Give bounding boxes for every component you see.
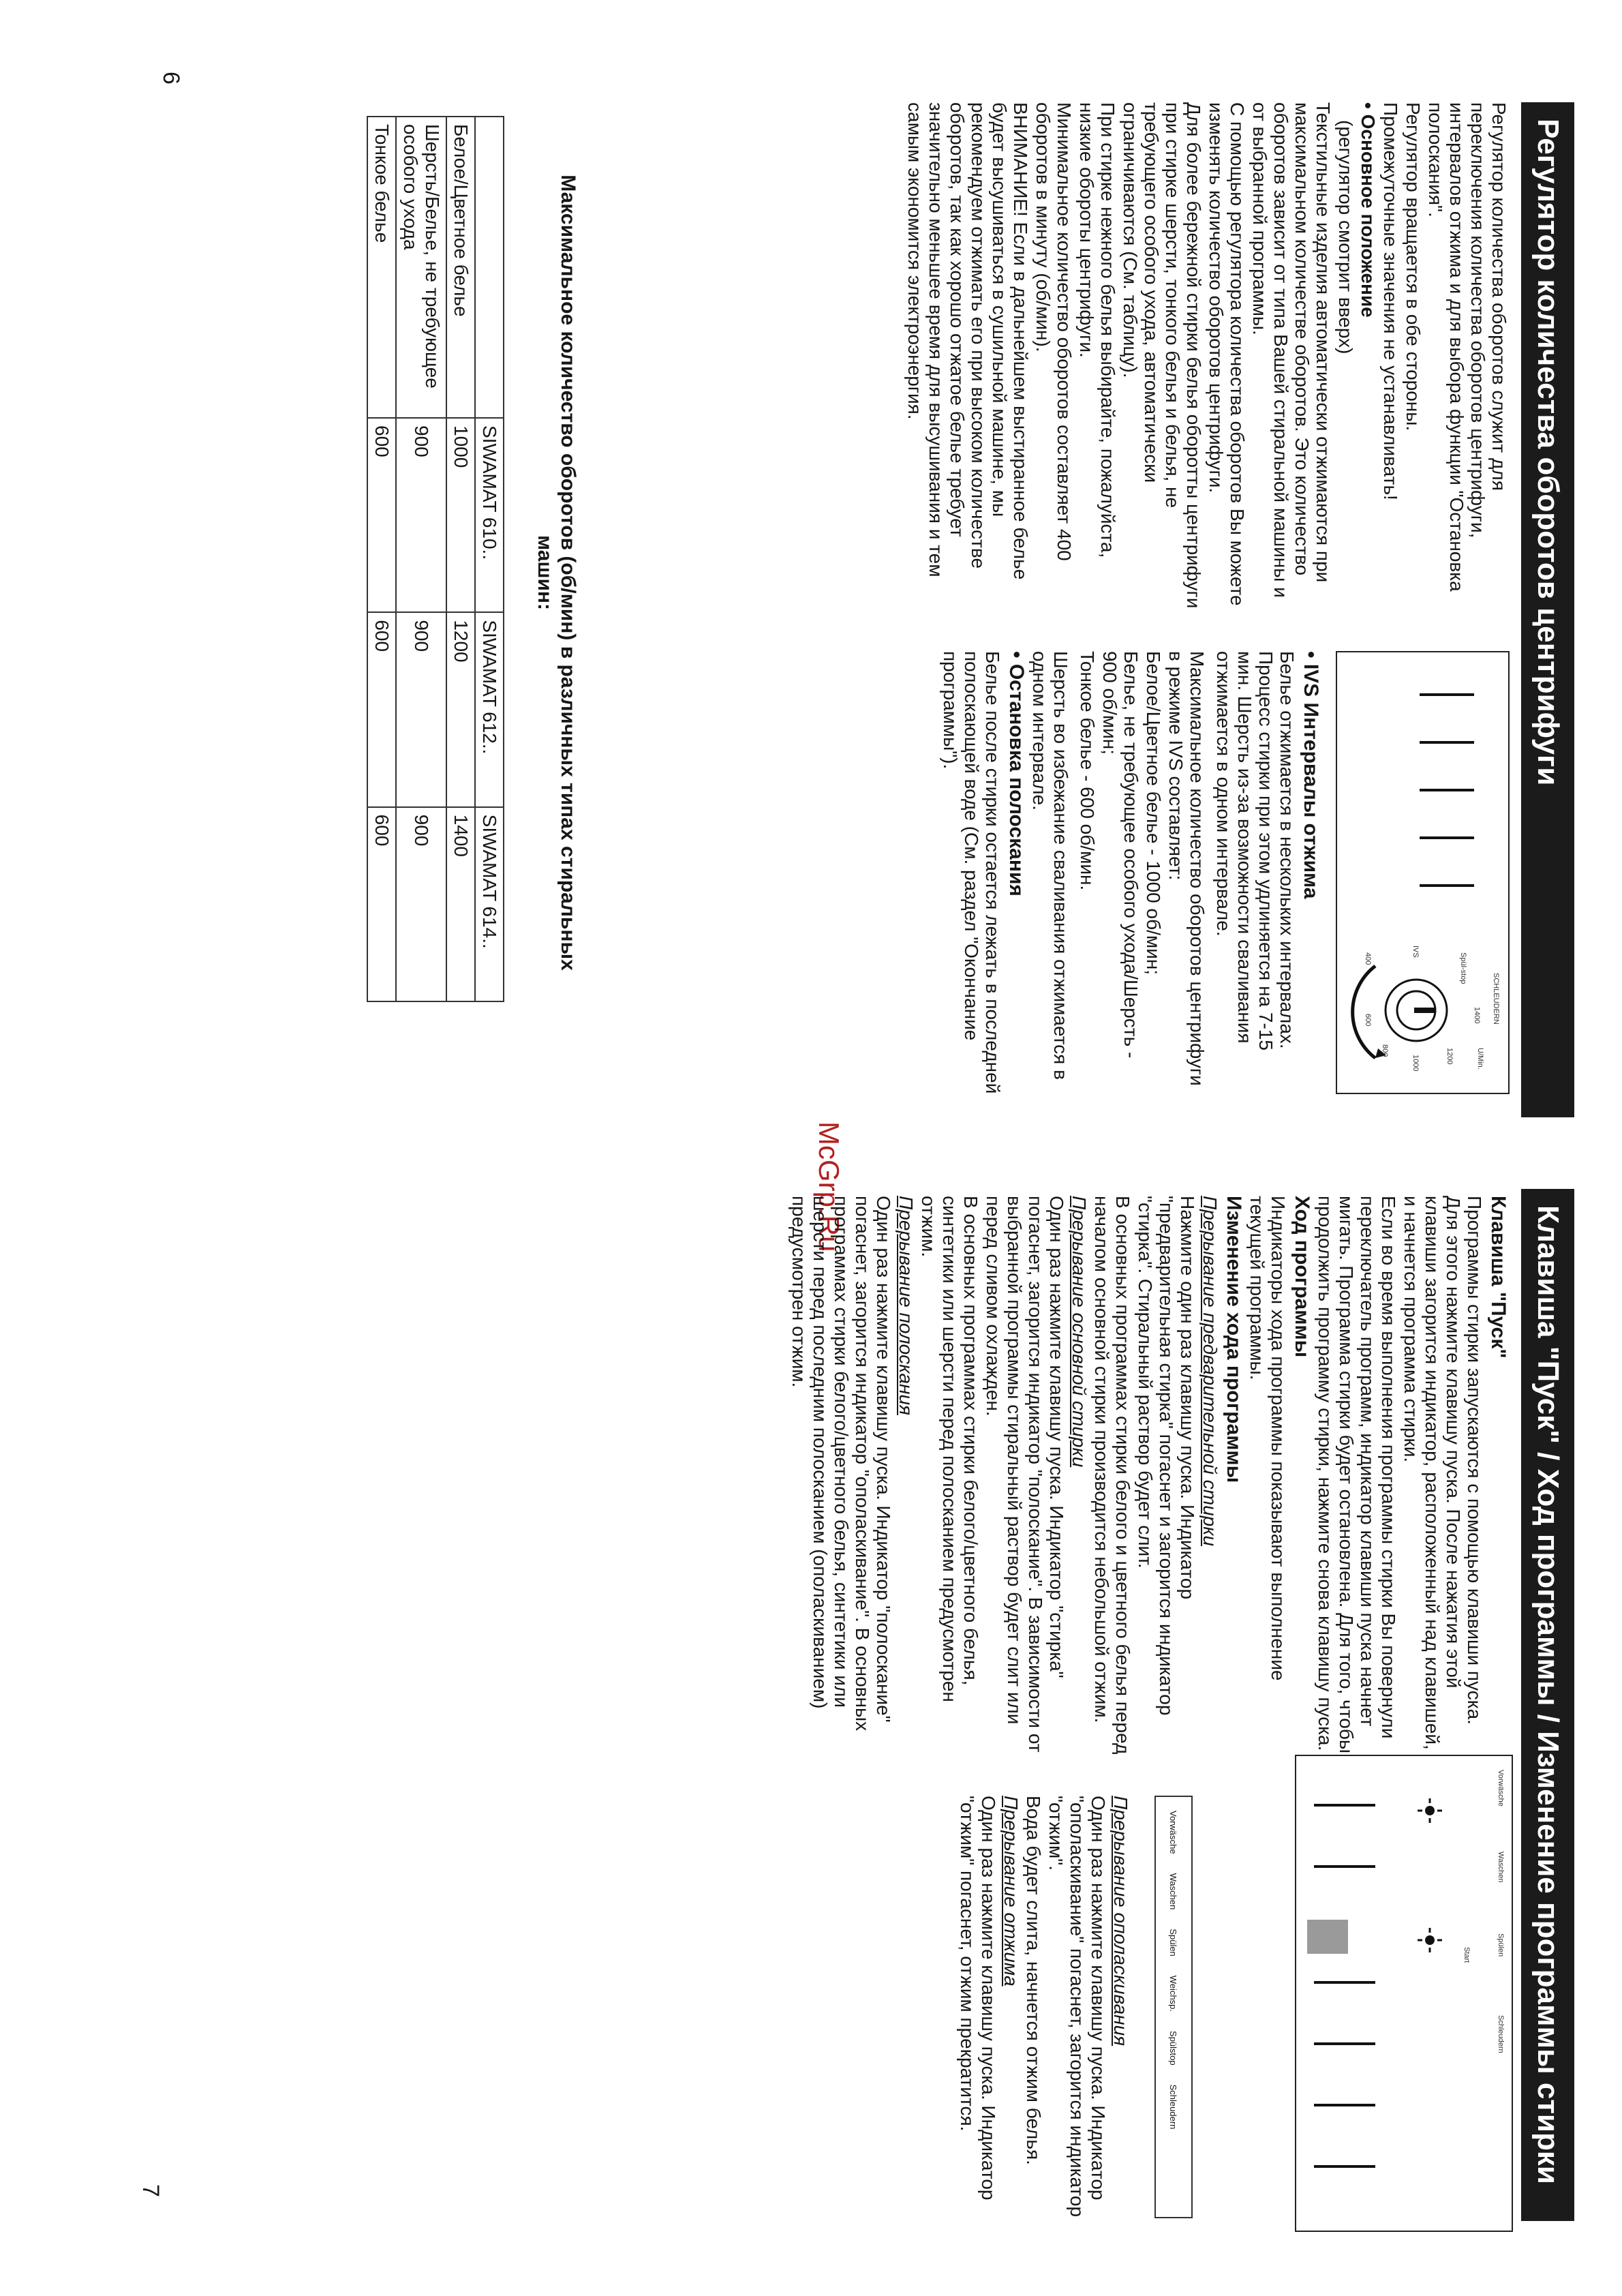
panel-label: 1400 — [1473, 1007, 1481, 1024]
paragraph: Если во время выполнения программы стирки Вы повернули переключатель программ, индикатор клавиши пуска начнет мигать. Программа стирки будет остановлена. Для того, чтобы продолжить программу стирки, нажмите снова клавишу пуска. — [1315, 1196, 1399, 1753]
left-column-text — [903, 102, 1510, 620]
panel-separator — [1420, 884, 1474, 887]
panel-label: U/Min. — [1476, 1048, 1484, 1070]
panel-label: Vorwäsche — [1497, 1770, 1505, 1807]
paragraph: Нажмите один раз клавишу пуска. Индикатор "предварительная стирка" погаснет и загорится индикатор "стирка". Стиральный раствор будет слит. — [1135, 1196, 1198, 1716]
paragraph: (регулятор смотрит вверх) — [1335, 120, 1356, 354]
right-page-header: Клавиша "Пуск" / Ход программы / Изменение программы стирки — [1521, 1189, 1574, 2221]
spin-selector-figure — [1336, 651, 1510, 1094]
bullet: • Основное положение — [1358, 102, 1379, 318]
section-heading: Ход программы — [1291, 1196, 1313, 1358]
panel-label: Waschen — [1497, 1852, 1505, 1883]
paragraph: Один раз нажмите клавишу пуска. Индикатор "стирка" погаснет, загорится индикатор "полоскание". В зависимости от выбранной программы стиральный раствор будет слит или перед сливом охлажден. — [983, 1196, 1067, 1753]
panel-label: 400 — [1364, 952, 1372, 965]
section-heading: Изменение хода программы — [1223, 1196, 1245, 1483]
left-page-header: Регулятор количества оборотов центрифуги — [1521, 102, 1574, 1117]
paragraph: Регулятор вращается в обе стороны. — [1403, 102, 1424, 432]
start-button-highlight — [1307, 1920, 1348, 1954]
paragraph: С помощью регулятора количества оборотов Вы можете изменять количество оборотов центрифуги. — [1206, 102, 1248, 606]
table-cell: 600 — [367, 612, 396, 806]
table-header-cell: SIWAMAT 610.. — [475, 418, 504, 612]
table-row — [446, 117, 475, 1001]
paragraph: Белье отжимается в нескольких интервалах. Процесс стирки при этом удлиняется на 7-15 мин. Шерсть из-за возможности сваливания отжимается в одном интервале. — [1213, 651, 1298, 1051]
indicator-label: Weichsp. — [1168, 1975, 1179, 2012]
indicator-label: Spülstop — [1168, 2031, 1179, 2066]
panel-separator — [1420, 693, 1474, 696]
list-item: Белье, не требующее особого ухода/Шерсть - 900 об/мин; — [1099, 651, 1142, 1059]
table-cell: Белое/Цветное белье — [446, 117, 475, 418]
table-cell: 900 — [396, 612, 446, 806]
panel-separator — [1314, 2165, 1375, 2168]
panel-label: Schleudern — [1497, 2015, 1505, 2053]
panel-label: Spülen — [1497, 1933, 1505, 1957]
table-cell: 1400 — [446, 807, 475, 1001]
paragraph: Белье после стирки остается лежать в последней полоскающей воде (См. раздел "Окончание программы"). — [940, 651, 1003, 1094]
right-page — [0, 1148, 1622, 2296]
watermark: McGrp.Ru — [813, 1121, 845, 1252]
panel-separator — [1314, 2042, 1375, 2045]
panel-label: IVS — [1411, 946, 1420, 958]
table-cell: 900 — [396, 418, 446, 612]
panel-label: 1200 — [1445, 1048, 1454, 1065]
subheading: Прерывание полоскания — [896, 1196, 917, 1415]
panel-separator — [1314, 2104, 1375, 2106]
indicator-label: Vorwäsche — [1168, 1811, 1179, 1854]
paragraph: Один раз нажмите клавишу пуска. Индикатор "полоскание" погаснет, загорится индикатор "ополаскивание". В основных программах стирки белого/цветного белья, синтетики или шерсти перед последним полосканием (ополаскиванием) предусмотрен отжим. — [789, 1196, 894, 1732]
paragraph: Текстильные изделия автоматически отжимаются при максимальном количестве оборотов. Это количество оборотов зависит от типа Вашей стиральной машины и от выбранной программы. — [1249, 102, 1334, 598]
page-number: 7 — [138, 2184, 164, 2197]
list-item: Белое/Цветное белье - 1000 об/мин; — [1143, 651, 1164, 976]
section-heading: Клавиша "Пуск" — [1487, 1196, 1510, 1359]
paragraph: Минимальное количество оборотов составляет 400 оборотов в минуту (об/мин). — [1032, 102, 1075, 561]
table-cell: 900 — [396, 807, 446, 1001]
paragraph: Регулятор количества оборотов служит для переключения количества оборотов центрифуги, интервалов отжима и для выбора функции "Остановка полоскания". — [1425, 102, 1510, 592]
table-cell: 600 — [367, 418, 396, 612]
warning-paragraph: ВНИМАНИЕ! Если в дальнейшем выстиранное белье будет высушиваться в сушильной машине, мы рекомендуем отжимать его при высоком количестве оборотов, так как хорошо отжатое белье требует значительно меньшее время для высушивания и тем самым экономится электроэнергия. — [904, 102, 1031, 580]
paragraph: Промежуточные значения не устанавливать! — [1380, 102, 1401, 500]
indicator-light-icon — [1416, 1797, 1443, 1824]
panel-separator — [1420, 741, 1474, 744]
paragraph: Один раз нажмите клавишу пуска. Индикатор "отжим" погаснет, отжим прекратится. — [957, 1796, 999, 2201]
section-heading: • Остановка полоскания — [1005, 651, 1028, 896]
paragraph: В основных программах стирки белого и цветного белья перед началом основной стирки производится небольшой отжим. — [1091, 1196, 1133, 1755]
page-number: 6 — [158, 72, 184, 85]
table-cell: 1200 — [446, 612, 475, 806]
paragraph: Максимальное количество оборотов центрифуги в режиме IVS составляет: — [1165, 651, 1208, 1086]
table-header-row — [475, 117, 504, 1001]
panel-separator — [1420, 789, 1474, 791]
spin-speed-table — [367, 116, 504, 1002]
indicator-label: Waschen — [1168, 1873, 1179, 1910]
table-cell: 1000 — [446, 418, 475, 612]
panel-label: Spül-stop — [1459, 952, 1467, 984]
table-caption: Максимальное количество оборотов (об/мин) в различных типах стиральных машин: — [534, 175, 579, 971]
paragraph: В основных программах стирки белого/цветного белья, синтетики или шерсти перед полосканием предусмотрен отжим. — [918, 1196, 981, 1702]
paragraph: При стирке нежного белья выбирайте, пожалуйста, низкие обороты центрифуги. — [1076, 102, 1118, 558]
paragraph: Для более бережной стирки белья оборотты центрифуги при стирке шерсти, тонкого белья и белья, не требующего особого ухода, автоматически ограничиваются (См. таблицу). — [1120, 102, 1204, 609]
table-row — [367, 117, 396, 1001]
panel-label: 800 — [1381, 1044, 1389, 1057]
table-row — [396, 117, 446, 1001]
table-cell: Тонкое белье — [367, 117, 396, 418]
subheading: Прерывание ополаскивания — [1110, 1796, 1131, 2046]
panel-label: 1000 — [1411, 1055, 1420, 1072]
table-header-cell: SIWAMAT 612.. — [475, 612, 504, 806]
right-column-text — [938, 651, 1322, 1094]
panel-label: SCHLEUDERN — [1492, 973, 1500, 1025]
indicator-label: Spülen — [1168, 1929, 1179, 1957]
program-panel-figure — [1295, 1755, 1513, 2232]
panel-separator — [1314, 1981, 1375, 1984]
table-cell: Шерсть/Белье, не требующее особого ухода — [396, 117, 446, 418]
paragraph: Один раз нажмите клавишу пуска. Индикатор "ополаскивание" погаснет, загорится индикатор "отжим". — [1045, 1796, 1109, 2218]
subheading: Прерывание основной стирки — [1069, 1196, 1090, 1468]
paragraph: Программы стирки запускаются с помощью клавиши пуска. Для этого нажмите клавишу пуска. После нажатия этой клавиши загорится индикатор, расположенный над клавишей, и начнется программа стирки. — [1401, 1196, 1485, 1750]
paragraph: Вода будет слита, начнется отжим белья. — [1023, 1796, 1044, 2165]
list-item: Тонкое белье - 600 об/мин. — [1077, 651, 1098, 891]
panel-label: Start — [1463, 1947, 1471, 1963]
panel-separator — [1314, 1865, 1375, 1868]
section-heading: • IVS Интервалы отжима — [1300, 651, 1322, 899]
table-header-cell: SIWAMAT 614.. — [475, 807, 504, 1001]
left-column-text — [787, 1196, 1510, 1755]
indicator-strip — [1154, 1796, 1193, 2218]
panel-separator — [1420, 836, 1474, 839]
indicator-label: Schleudern — [1168, 2084, 1179, 2130]
panel-label: 600 — [1364, 1014, 1372, 1027]
paragraph: Индикаторы хода программы показывают выполнение текущей программы. — [1246, 1196, 1289, 1681]
paragraph: Шерсть во избежание сваливания отжимается в одном интервале. — [1029, 651, 1071, 1080]
table-cell: 600 — [367, 807, 396, 1001]
subheading: Прерывание предварительной стирки — [1199, 1196, 1221, 1547]
indicator-light-icon — [1416, 1927, 1443, 1954]
panel-separator — [1314, 1804, 1375, 1807]
right-column-text — [955, 1796, 1131, 2232]
table-header-cell — [475, 117, 504, 418]
subheading: Прерывание отжима — [1000, 1796, 1022, 1987]
